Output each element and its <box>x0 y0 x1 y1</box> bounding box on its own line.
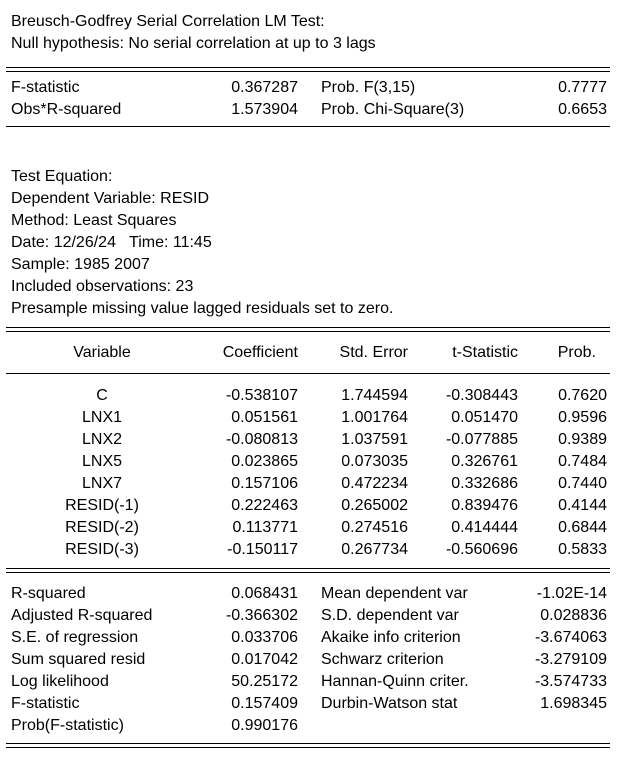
test-title: Breusch-Godfrey Serial Correlation LM Test: <box>11 13 325 30</box>
cell-std-error: 0.267734 <box>341 541 408 558</box>
cell-prob: 0.5833 <box>558 541 607 558</box>
col-header-coefficient: Coefficient <box>222 344 298 361</box>
summary-label: Sum squared resid <box>11 651 146 668</box>
divider <box>6 373 610 374</box>
divider <box>6 747 610 748</box>
divider <box>6 71 610 72</box>
divider <box>6 67 610 68</box>
summary-label: Durbin-Watson stat <box>321 695 458 712</box>
prob-label: Prob. F(3,15) <box>321 79 416 96</box>
info-line: Included observations: 23 <box>11 278 194 295</box>
prob-value: 0.6653 <box>558 101 607 118</box>
info-line: Method: Least Squares <box>11 212 177 229</box>
summary-label: Prob(F-statistic) <box>11 717 124 734</box>
cell-prob: 0.9389 <box>558 431 607 448</box>
divider <box>6 572 610 573</box>
cell-variable: C <box>96 387 108 404</box>
cell-coefficient: 0.222463 <box>231 497 298 514</box>
cell-prob: 0.4144 <box>558 497 607 514</box>
col-header-std-error: Std. Error <box>339 344 408 361</box>
cell-prob: 0.7484 <box>558 453 607 470</box>
divider <box>6 126 610 127</box>
cell-std-error: 0.073035 <box>341 453 408 470</box>
cell-t-statistic: 0.332686 <box>451 475 518 492</box>
stat-label: F-statistic <box>11 79 80 96</box>
cell-t-statistic: 0.051470 <box>451 409 518 426</box>
col-header-prob: Prob. <box>557 344 596 361</box>
summary-value: -1.02E-14 <box>536 585 607 602</box>
summary-label: S.E. of regression <box>11 629 139 646</box>
cell-prob: 0.6844 <box>558 519 607 536</box>
cell-t-statistic: -0.308443 <box>445 387 518 404</box>
cell-coefficient: 0.113771 <box>232 519 298 536</box>
info-line: Test Equation: <box>11 168 113 185</box>
cell-variable: LNX1 <box>81 409 123 426</box>
cell-coefficient: -0.538107 <box>225 387 298 404</box>
summary-label: R-squared <box>11 585 86 602</box>
summary-value: 0.028836 <box>540 607 607 624</box>
cell-std-error: 0.274516 <box>341 519 408 536</box>
summary-value: 50.25172 <box>231 673 298 690</box>
cell-prob: 0.7440 <box>558 475 607 492</box>
summary-value: 0.990176 <box>231 717 298 734</box>
summary-value: 0.157409 <box>231 695 298 712</box>
summary-value: -3.674063 <box>534 629 607 646</box>
cell-t-statistic: -0.077885 <box>445 431 518 448</box>
cell-variable: RESID(-3) <box>65 541 139 558</box>
cell-coefficient: 0.023865 <box>231 453 298 470</box>
cell-std-error: 1.744594 <box>341 387 408 404</box>
cell-variable: RESID(-2) <box>65 519 139 536</box>
divider <box>6 331 610 332</box>
stat-label: Obs*R-squared <box>11 101 122 118</box>
cell-variable: LNX5 <box>81 453 123 470</box>
cell-variable: LNX7 <box>81 475 123 492</box>
info-line: Sample: 1985 2007 <box>11 256 150 273</box>
stat-value: 1.573904 <box>231 101 298 118</box>
cell-coefficient: 0.157106 <box>231 475 298 492</box>
summary-value: 0.017042 <box>231 651 298 668</box>
info-line: Presample missing value lagged residuals set to zero. <box>11 300 394 317</box>
summary-label: Mean dependent var <box>321 585 468 602</box>
cell-coefficient: -0.080813 <box>225 431 298 448</box>
col-header-variable: Variable <box>73 344 131 361</box>
summary-label: Adjusted R-squared <box>11 607 153 624</box>
cell-t-statistic: 0.414444 <box>451 519 518 536</box>
cell-variable: LNX2 <box>81 431 123 448</box>
summary-label: F-statistic <box>11 695 80 712</box>
cell-prob: 0.7620 <box>558 387 607 404</box>
summary-value: 0.068431 <box>231 585 298 602</box>
info-line: Date: 12/26/24 Time: 11:45 <box>11 234 212 251</box>
summary-label: S.D. dependent var <box>321 607 459 624</box>
prob-value: 0.7777 <box>558 79 607 96</box>
cell-std-error: 0.265002 <box>341 497 408 514</box>
divider <box>6 743 610 744</box>
summary-value: -3.574733 <box>534 673 607 690</box>
null-hypothesis: Null hypothesis: No serial correlation at up to 3 lags <box>11 35 376 52</box>
summary-value: 1.698345 <box>540 695 607 712</box>
cell-std-error: 1.037591 <box>341 431 408 448</box>
cell-t-statistic: 0.839476 <box>451 497 518 514</box>
cell-coefficient: 0.051561 <box>231 409 298 426</box>
cell-coefficient: -0.150117 <box>227 541 298 558</box>
stat-value: 0.367287 <box>231 79 298 96</box>
summary-value: 0.033706 <box>231 629 298 646</box>
cell-std-error: 1.001764 <box>341 409 408 426</box>
summary-label: Akaike info criterion <box>321 629 461 646</box>
summary-label: Hannan-Quinn criter. <box>321 673 469 690</box>
summary-label: Schwarz criterion <box>321 651 444 668</box>
summary-value: -0.366302 <box>225 607 298 624</box>
cell-t-statistic: 0.326761 <box>451 453 518 470</box>
divider <box>6 568 610 569</box>
info-line: Dependent Variable: RESID <box>11 190 210 207</box>
cell-prob: 0.9596 <box>558 409 607 426</box>
col-header-t-statistic: t-Statistic <box>452 344 518 361</box>
cell-t-statistic: -0.560696 <box>445 541 518 558</box>
cell-variable: RESID(-1) <box>65 497 139 514</box>
summary-label: Log likelihood <box>11 673 109 690</box>
summary-value: -3.279109 <box>534 651 607 668</box>
prob-label: Prob. Chi-Square(3) <box>321 101 465 118</box>
cell-std-error: 0.472234 <box>341 475 408 492</box>
divider <box>6 327 610 328</box>
